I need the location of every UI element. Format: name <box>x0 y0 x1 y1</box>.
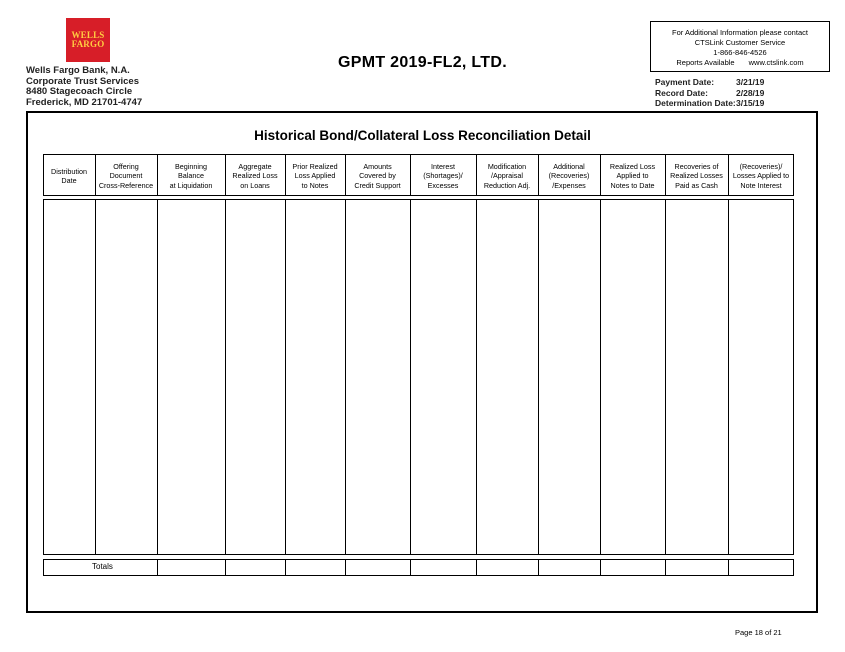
determination-date-label: Determination Date: <box>655 98 736 108</box>
column-divider <box>410 154 411 196</box>
column-divider <box>225 199 226 555</box>
column-divider <box>728 154 729 196</box>
column-divider <box>95 199 96 555</box>
column-header: Additional (Recoveries) /Expenses <box>548 161 590 190</box>
column-divider <box>665 154 666 196</box>
column-header: Beginning Balance at Liquidation <box>169 161 213 190</box>
bank-name: Wells Fargo Bank, N.A. <box>26 65 130 76</box>
column-header: Interest (Shortages)/ Excesses <box>423 161 463 190</box>
column-divider <box>225 559 226 576</box>
bank-city: Frederick, MD 21701-4747 <box>26 96 143 108</box>
column-divider <box>157 199 158 555</box>
column-divider <box>476 559 477 576</box>
bank-dept: Corporate Trust Services <box>26 75 139 87</box>
totals-label: Totals <box>92 562 113 571</box>
column-divider <box>665 199 666 555</box>
payment-date-value: 3/21/19 <box>736 77 765 87</box>
column-divider <box>157 154 158 196</box>
column-divider <box>345 559 346 576</box>
record-date-label: Record Date: <box>655 87 708 98</box>
column-divider <box>410 559 411 576</box>
contact-info-box <box>650 21 830 72</box>
column-header: Modification /Appraisal Reduction Adj. <box>483 161 531 190</box>
column-header: Amounts Covered by Credit Support <box>354 161 401 190</box>
column-divider <box>665 559 666 576</box>
section-title: Historical Bond/Collateral Loss Reconciliation Detail <box>254 128 591 143</box>
column-divider <box>728 559 729 576</box>
determination-date-value: 3/15/19 <box>736 98 765 108</box>
column-header: Distribution Date <box>51 166 87 185</box>
column-divider <box>600 154 601 196</box>
contact-phone: 1-866-846-4526 <box>713 48 767 57</box>
column-divider <box>600 559 601 576</box>
column-divider <box>410 199 411 555</box>
column-divider <box>538 559 539 576</box>
column-divider <box>345 199 346 555</box>
payment-date-label: Payment Date: <box>655 77 715 87</box>
column-divider <box>476 154 477 196</box>
contact-line-2: CTSLink Customer Service <box>694 38 786 47</box>
column-divider <box>285 559 286 576</box>
table-body <box>43 199 794 555</box>
column-divider <box>285 199 286 555</box>
bank-street: 8480 Stagecoach Circle <box>26 86 133 97</box>
page-title: GPMT 2019-FL2, LTD. <box>338 54 507 71</box>
column-divider <box>157 559 158 576</box>
column-header: (Recoveries)/ Losses Applied to Note Interest <box>732 161 790 190</box>
logo-line-1: WELLS <box>71 30 105 40</box>
column-divider <box>225 154 226 196</box>
column-divider <box>538 199 539 555</box>
column-divider <box>95 154 96 196</box>
column-divider <box>285 154 286 196</box>
column-divider <box>476 199 477 555</box>
key-dates <box>655 77 764 109</box>
contact-line-1: For Additional Information please contact <box>672 28 808 37</box>
column-header: Prior Realized Loss Applied to Notes <box>292 161 338 190</box>
reports-label: Reports Available <box>676 58 735 67</box>
record-date-value: 2/28/19 <box>736 87 765 98</box>
logo-line-2: FARGO <box>71 39 105 49</box>
column-header: Recoveries of Realized Losses Paid as Cash <box>670 161 723 190</box>
column-divider <box>600 199 601 555</box>
column-header: Offering Document Cross-Reference <box>98 161 154 190</box>
column-divider <box>345 154 346 196</box>
column-divider <box>538 154 539 196</box>
totals-row <box>43 559 794 576</box>
bank-address <box>26 66 142 108</box>
page-number: Page 18 of 21 <box>735 628 782 637</box>
ctslink-url[interactable]: www.ctslink.com <box>748 58 804 67</box>
column-divider <box>728 199 729 555</box>
column-header: Realized Loss Applied to Notes to Date <box>609 161 656 190</box>
column-header: Aggregate Realized Loss on Loans <box>232 161 278 190</box>
